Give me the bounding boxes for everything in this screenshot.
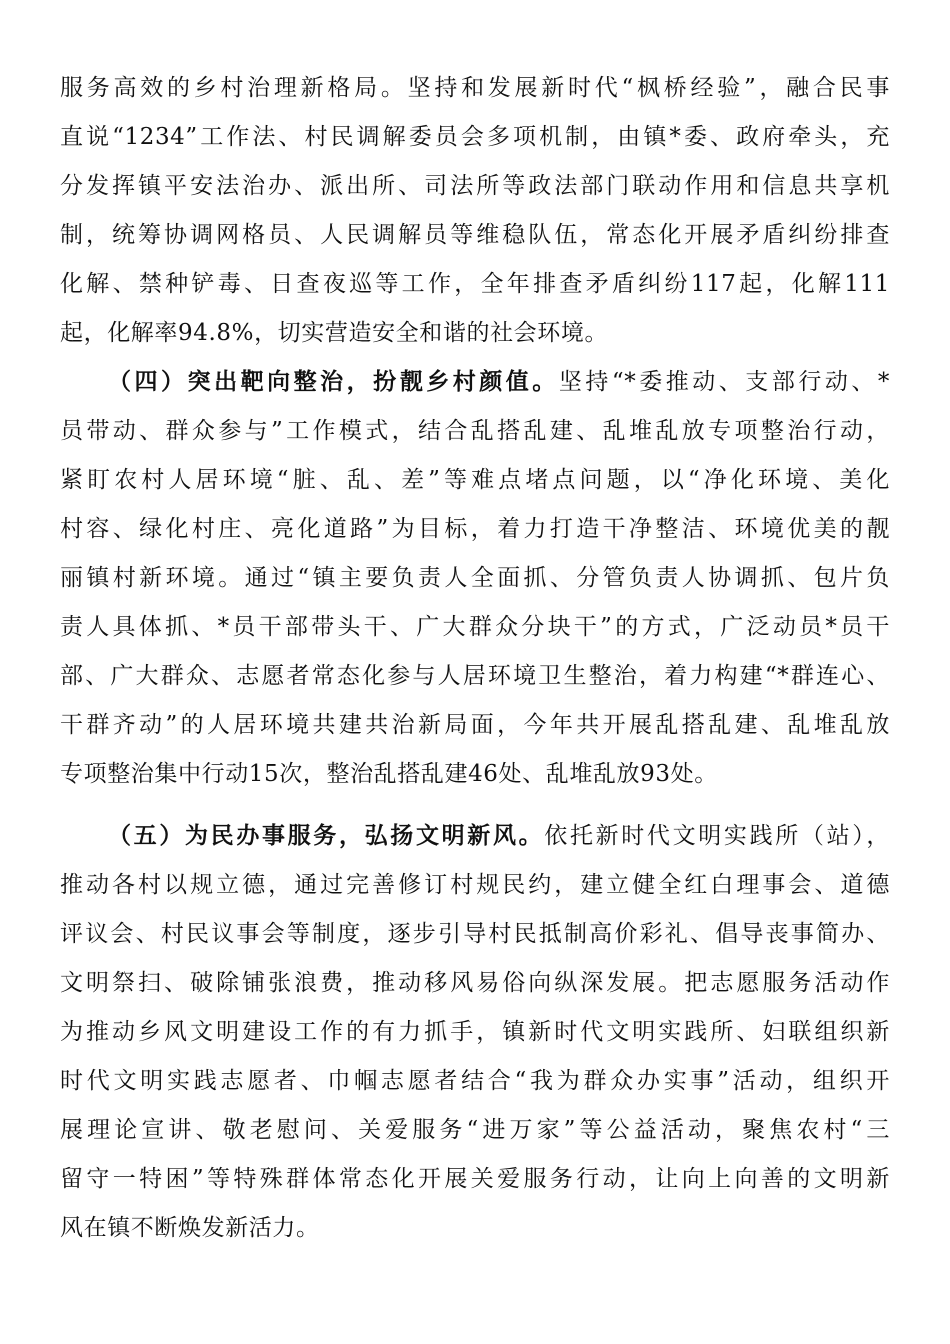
paragraph-2-line-4: 村容、绿化村庄、亮化道路”为目标，着力打造干净整洁、环境优美的靓 — [60, 516, 890, 542]
paragraph-2-line-7: 部、广大群众、志愿者常态化参与人居环境卫生整治，着力构建“*群连心、 — [60, 663, 890, 689]
paragraph-2-line-3: 紧盯农村人居环境“脏、乱、差”等难点堵点问题，以“净化环境、美化 — [60, 467, 890, 493]
paragraph-1-line-1: 服务高效的乡村治理新格局。坚持和发展新时代“枫桥经验”，融合民事 — [60, 75, 890, 101]
paragraph-3-line-7: 展理论宣讲、敬老慰问、关爱服务“进万家”等公益活动，聚焦农村“三 — [60, 1117, 890, 1143]
paragraph-1-line-3: 分发挥镇平安法治办、派出所、司法所等政法部门联动作用和信息共享机 — [60, 173, 890, 199]
paragraph-2-line-6: 责人具体抓、*员干部带头干、广大群众分块干”的方式，广泛动员*员干 — [60, 614, 890, 640]
paragraph-2-line-5: 丽镇村新环境。通过“镇主要负责人全面抓、分管负责人协调抓、包片负 — [60, 565, 890, 591]
paragraph-3-first-line — [108, 812, 890, 860]
section-4-heading: （四）突出靶向整治，扮靓乡村颜值。 — [108, 368, 559, 395]
paragraph-3-line-8: 留守一特困”等特殊群体常态化开展关爱服务行动，让向上向善的文明新 — [60, 1166, 890, 1192]
paragraph-1-line-4: 制，统筹协调网格员、人民调解员等维稳队伍，常态化开展矛盾纠纷排查 — [60, 222, 890, 248]
paragraph-2-line-2: 员带动、群众参与”工作模式，结合乱搭乱建、乱堆乱放专项整治行动， — [60, 418, 890, 444]
paragraph-2-first-line — [108, 358, 890, 406]
paragraph-2-line-9: 专项整治集中行动15次，整治乱搭乱建46处、乱堆乱放93处。 — [60, 761, 718, 787]
paragraph-3-line-3: 评议会、村民议事会等制度，逐步引导村民抵制高价彩礼、倡导丧事简办、 — [60, 921, 890, 947]
paragraph-2-first-rest: 坚持“*委推动、支部行动、* — [558, 369, 890, 395]
paragraph-1-line-2: 直说“1234”工作法、村民调解委员会多项机制，由镇*委、政府牵头，充 — [60, 124, 890, 150]
paragraph-1-line-5: 化解、禁种铲毒、日查夜巡等工作，全年排查矛盾纠纷117起，化解111 — [60, 271, 890, 297]
section-5-heading: （五）为民办事服务，弘扬文明新风。 — [108, 822, 545, 849]
paragraph-1-line-6: 起，化解率94.8%，切实营造安全和谐的社会环境。 — [60, 320, 609, 346]
paragraph-2-line-8: 干群齐动”的人居环境共建共治新局面，今年共开展乱搭乱建、乱堆乱放 — [60, 712, 890, 738]
paragraph-3-line-4: 文明祭扫、破除铺张浪费，推动移风易俗向纵深发展。把志愿服务活动作 — [60, 970, 890, 996]
paragraph-3-line-6: 时代文明实践志愿者、巾帼志愿者结合“我为群众办实事”活动，组织开 — [60, 1068, 890, 1094]
paragraph-3-first-rest: 依托新时代文明实践所（站）， — [544, 823, 891, 849]
paragraph-3-line-5: 为推动乡风文明建设工作的有力抓手，镇新时代文明实践所、妇联组织新 — [60, 1019, 890, 1045]
paragraph-3-line-2: 推动各村以规立德，通过完善修订村规民约，建立健全红白理事会、道德 — [60, 872, 890, 898]
paragraph-3-line-9: 风在镇不断焕发新活力。 — [60, 1215, 320, 1241]
